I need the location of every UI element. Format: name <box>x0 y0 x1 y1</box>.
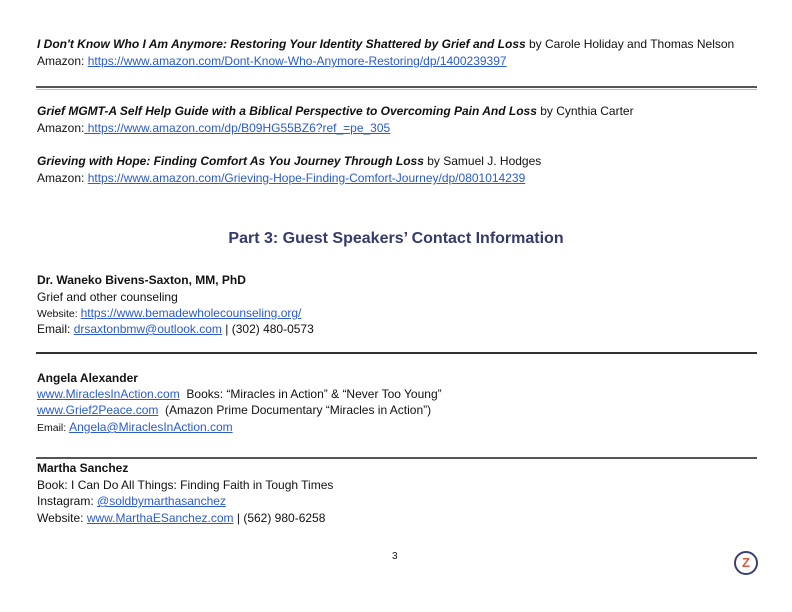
divider <box>36 86 757 88</box>
section-title: Part 3: Guest Speakers’ Contact Information <box>228 230 564 247</box>
website-link[interactable]: www.MarthaESanchez.com <box>86 511 234 525</box>
amazon-label: Amazon: <box>37 171 88 185</box>
website-label: Website: <box>37 308 81 320</box>
speaker-name: Dr. Waneko Bivens-Saxton, MM, PhD <box>37 273 246 287</box>
book-title: I Don't Know Who I Am Anymore: Restoring Your Identity Shattered by Grief and Loss <box>37 37 526 51</box>
website-link[interactable]: www.MiraclesInAction.com <box>37 387 180 401</box>
amazon-link[interactable]: https://www.amazon.com/Dont-Know-Who-Anymore-Restoring/dp/1400239397 <box>87 54 507 68</box>
documentary-text: (Amazon Prime Documentary “Miracles in Action”) <box>158 403 432 417</box>
speaker-name: Angela Alexander <box>37 371 138 385</box>
email-line <box>37 420 233 435</box>
phone: | (562) 980-6258 <box>233 511 326 525</box>
website-line <box>37 306 301 321</box>
phone: | (302) 480-0573 <box>221 322 314 336</box>
email-link[interactable]: drsaxtonbmw@outlook.com <box>73 322 222 336</box>
book-author: by Cynthia Carter <box>536 104 634 118</box>
instagram-link[interactable]: @soldbymarthasanchez <box>97 494 226 508</box>
divider <box>36 89 757 90</box>
instagram-line <box>37 494 226 508</box>
book-title: Grief MGMT-A Self Help Guide with a Biblical Perspective to Overcoming Pain And Loss <box>37 104 537 118</box>
speaker-book: Book: I Can Do All Things: Finding Faith in Tough Times <box>37 478 334 492</box>
divider <box>36 352 757 354</box>
speaker-name: Martha Sanchez <box>37 461 129 475</box>
email-label: Email: <box>37 422 70 434</box>
book-3-line <box>37 154 541 168</box>
book-3-link-line <box>37 171 525 185</box>
page-number: 3 <box>392 551 398 562</box>
email-label: Email: <box>37 322 74 336</box>
website-line <box>37 403 431 417</box>
logo-icon: Z <box>734 551 758 575</box>
website-line <box>37 387 442 401</box>
books-text: Books: “Miracles in Action” & “Never Too Young” <box>179 387 442 401</box>
book-author: by Carole Holiday and Thomas Nelson <box>525 37 735 51</box>
website-line <box>37 511 325 525</box>
instagram-label: Instagram: <box>37 494 98 508</box>
email-link[interactable]: Angela@MiraclesInAction.com <box>69 420 233 434</box>
website-link[interactable]: https://www.bemadewholecounseling.org/ <box>80 306 302 320</box>
amazon-label: Amazon: <box>37 121 85 135</box>
book-2-link-line <box>37 121 390 135</box>
speaker-desc: Grief and other counseling <box>37 290 178 304</box>
amazon-link[interactable]: https://www.amazon.com/Grieving-Hope-Finding-Comfort-Journey/dp/0801014239 <box>87 171 526 185</box>
book-1-line <box>37 37 734 51</box>
website-link[interactable]: www.Grief2Peace.com <box>37 403 159 417</box>
amazon-label: Amazon: <box>37 54 88 68</box>
book-author: by Samuel J. Hodges <box>423 154 542 168</box>
book-title: Grieving with Hope: Finding Comfort As You Journey Through Loss <box>37 154 424 168</box>
email-line <box>37 322 314 336</box>
book-1-link-line <box>37 54 507 68</box>
website-label: Website: <box>37 511 87 525</box>
divider <box>36 457 757 459</box>
book-2-line <box>37 104 634 118</box>
amazon-link[interactable]: https://www.amazon.com/dp/B09HG55BZ6?ref_=pe_305 <box>84 121 391 135</box>
